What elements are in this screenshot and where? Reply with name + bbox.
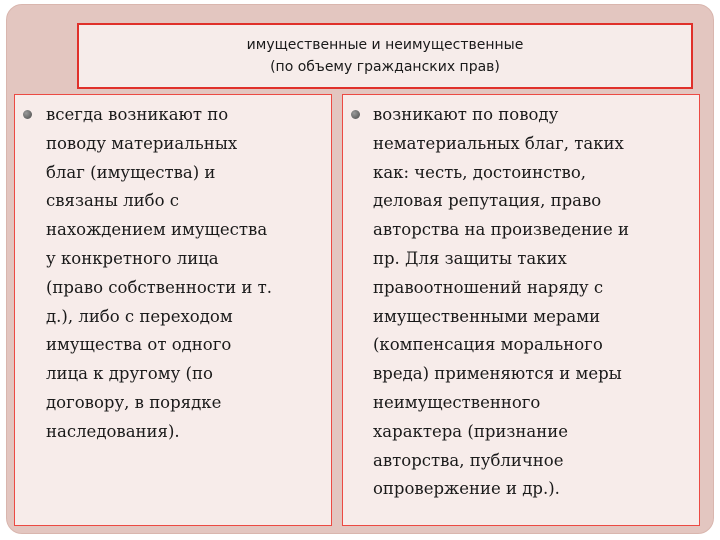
right-line: неимущественного <box>373 392 541 412</box>
left-line: договору, в порядке <box>46 392 222 412</box>
left-line: благ (имущества) и <box>46 162 216 182</box>
right-line: пр. Для защиты таких <box>373 248 567 268</box>
right-line: авторства, публичное <box>373 450 564 470</box>
left-line: д.), либо с переходом <box>46 306 233 326</box>
left-column <box>14 94 332 526</box>
right-line: опровержение и др.). <box>373 479 560 499</box>
right-line: правоотношений наряду с <box>373 277 604 297</box>
left-line: (право собственности и т. <box>46 277 272 297</box>
title-line-2: (по объему гражданских прав) <box>270 59 500 75</box>
left-line: нахождением имущества <box>46 220 268 240</box>
bullet-icon <box>23 110 32 119</box>
bullet-icon <box>351 110 360 119</box>
left-line: наследования). <box>46 421 180 441</box>
left-line: имущества от одного <box>46 335 232 355</box>
left-line: связаны либо с <box>46 191 179 211</box>
left-line: поводу материальных <box>46 133 238 153</box>
title-line-1: имущественные и неимущественные <box>246 37 524 53</box>
right-column <box>342 94 700 526</box>
right-line: (компенсация морального <box>373 335 603 355</box>
title-box <box>77 23 693 89</box>
right-column-text <box>373 101 693 504</box>
left-line: у конкретного лица <box>46 248 219 268</box>
right-line: деловая репутация, право <box>373 191 602 211</box>
left-column-text <box>46 101 336 447</box>
right-line: вреда) применяются и меры <box>373 364 622 384</box>
right-line: характера (признание <box>373 421 568 441</box>
right-line: возникают по поводу <box>373 105 559 124</box>
right-line: авторства на произведение и <box>373 220 630 240</box>
right-line: как: честь, достоинство, <box>373 162 587 182</box>
right-line: имущественными мерами <box>373 306 601 326</box>
left-line: лица к другому (по <box>46 364 213 384</box>
left-line: всегда возникают по <box>46 105 229 124</box>
right-line: нематериальных благ, таких <box>373 133 624 153</box>
